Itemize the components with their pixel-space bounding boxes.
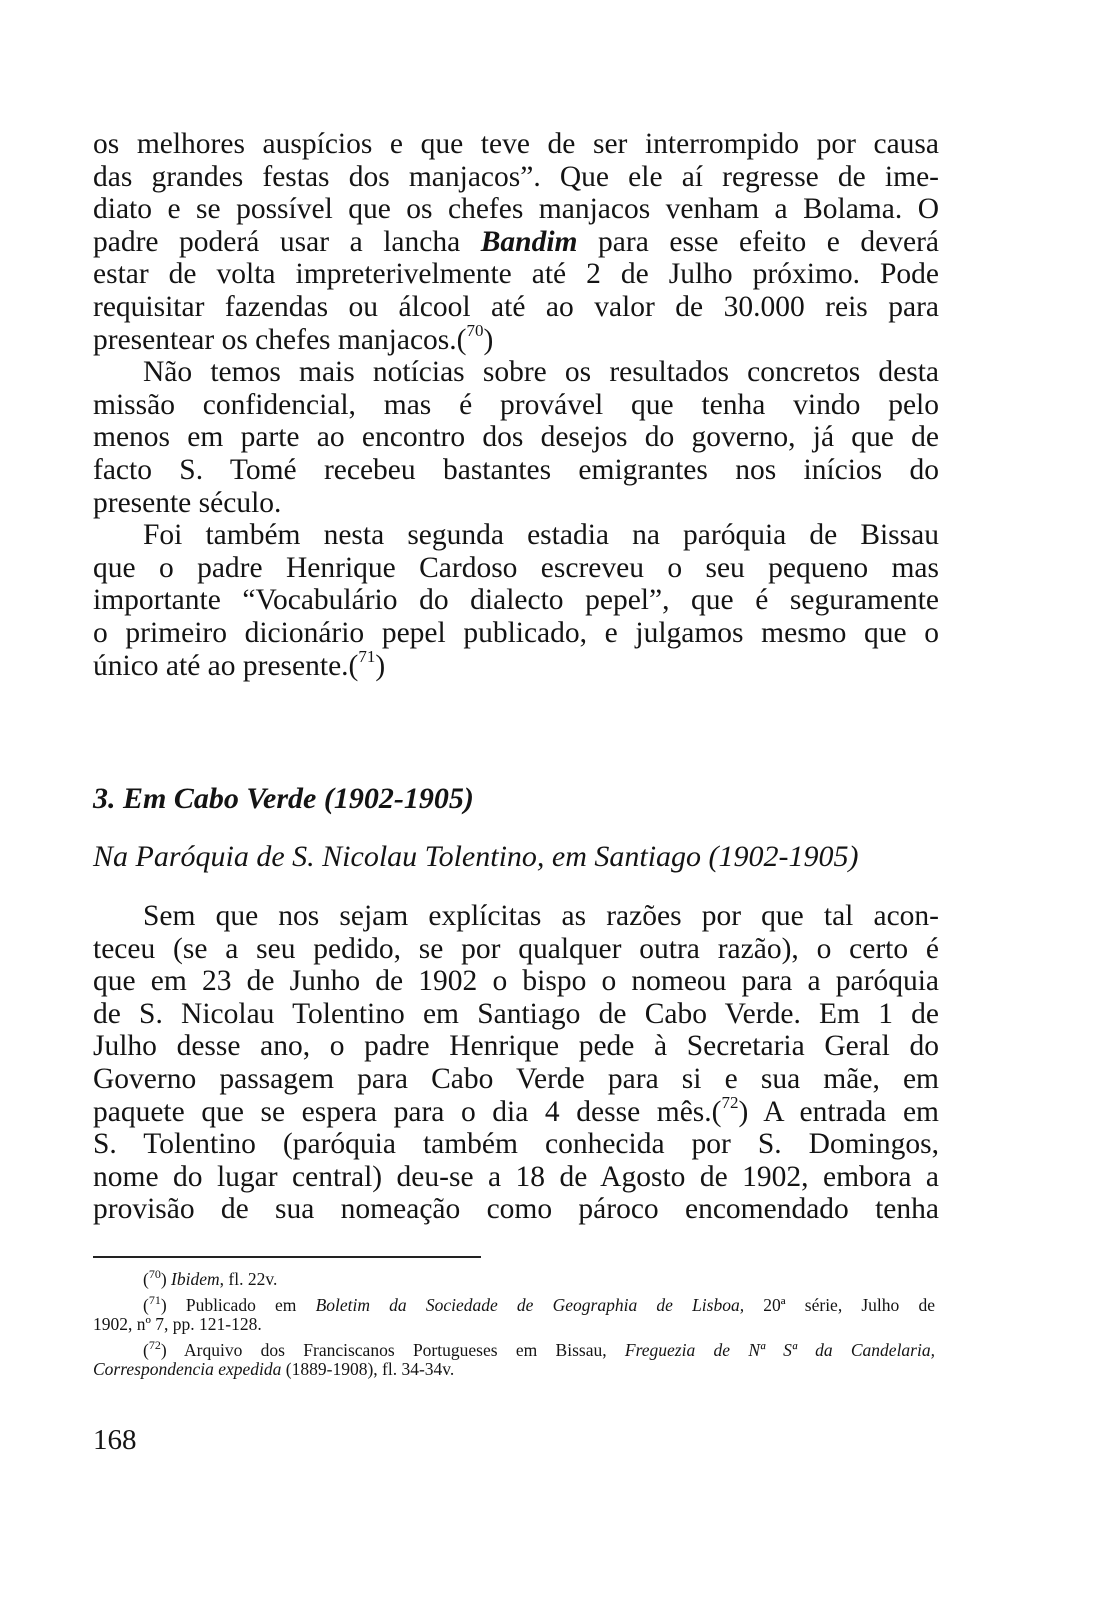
text-run: Foi também nesta segunda estadia na paróquia de Bissau: [143, 519, 939, 552]
text-run: único até ao presente.(: [93, 649, 359, 682]
text-run: ) Publicado em: [160, 1294, 316, 1315]
footnote-ref: 71: [148, 1292, 161, 1307]
text-line: [93, 1161, 939, 1194]
footnote: [93, 1292, 935, 1335]
section-heading: 3. Em Cabo Verde (1902-1905): [93, 782, 474, 815]
text-run: Bandim: [480, 225, 578, 258]
text-run: Correspondencia expedida: [93, 1359, 282, 1379]
text-line: [93, 128, 939, 161]
text-run: padre poderá usar a lancha: [93, 225, 481, 258]
text-run: 1902, nº 7, pp. 121-128.: [93, 1314, 262, 1334]
body-text-bottom: [93, 900, 939, 1226]
text-line: [93, 226, 939, 259]
text-line: [93, 291, 939, 324]
text-line: [93, 258, 939, 291]
footnotes: [93, 1267, 935, 1380]
text-run: presentear os chefes manjacos.(: [93, 323, 467, 356]
text-run: de S. Nicolau Tolentino em Santiago de Cabo Verde. Em 1 de: [93, 997, 939, 1030]
text-run: Julho desse ano, o padre Henrique pede à Secretaria Geral do: [93, 1030, 939, 1063]
text-run: importante “Vocabulário do dialecto pepel”, que é seguramente: [93, 584, 939, 617]
footnote-ref: 70: [466, 320, 484, 340]
text-run: Freguezia de Nª Sª da Candelaria,: [624, 1339, 935, 1360]
text-run: facto S. Tomé recebeu bastantes emigrantes nos inícios do: [93, 453, 939, 486]
footnote-ref: 72: [721, 1092, 739, 1112]
text-line: [93, 1292, 935, 1316]
paragraph: [93, 128, 939, 356]
footnote-ref: 70: [148, 1267, 161, 1281]
text-run: Boletim da Sociedade de Geographia de Lisboa,: [315, 1294, 745, 1315]
text-run: os melhores auspícios e que teve de ser interrompido por causa: [93, 128, 939, 160]
body-text-top: [93, 128, 939, 682]
text-line: [93, 161, 939, 194]
text-line: [93, 1315, 935, 1335]
text-run: ) Arquivo dos Franciscanos Portugueses em Bissau,: [160, 1339, 625, 1360]
text-line: [93, 965, 939, 998]
text-run: ): [483, 323, 494, 356]
footnote-ref: 71: [358, 646, 376, 666]
footnote-divider: [93, 1256, 481, 1258]
text-line: [93, 1267, 935, 1290]
text-run: presente século.: [93, 486, 282, 519]
footnote-ref: 72: [148, 1337, 161, 1352]
text-line: [93, 1193, 939, 1226]
text-run: Governo passagem para Cabo Verde para si e sua mãe, em: [93, 1062, 939, 1095]
text-run: que em 23 de Junho de 1902 o bispo o nomeou para a paróquia: [93, 965, 939, 998]
text-line: [93, 1128, 939, 1161]
text-run: menos em parte ao encontro dos desejos do governo, já que de: [93, 421, 939, 454]
text-run: (: [143, 1269, 149, 1289]
text-run: (: [143, 1294, 149, 1315]
text-line: [93, 900, 939, 933]
text-run: o primeiro dicionário pepel publicado, e julgamos mesmo que o: [93, 616, 939, 649]
text-run: teceu (se a seu pedido, se por qualquer outra razão), o certo é: [93, 932, 939, 965]
text-run: provisão de sua nomeação como pároco encomendado tenha: [93, 1193, 939, 1226]
text-run: paquete que se espera para o dia 4 desse mês.(: [93, 1095, 722, 1128]
text-run: ) A entrada em: [738, 1095, 939, 1128]
text-line: [93, 998, 939, 1031]
text-run: missão confidencial, mas é provável que tenha vindo pelo: [93, 388, 939, 421]
text-run: , fl. 22v.: [219, 1269, 278, 1289]
paragraph: [93, 900, 939, 1226]
text-run: das grandes festas dos manjacos”. Que ele aí regresse de ime-: [93, 160, 939, 193]
text-run: para esse efeito e deverá: [577, 225, 939, 258]
text-line: [93, 193, 939, 226]
text-line: [93, 584, 939, 617]
text-run: Ibidem: [171, 1269, 220, 1289]
text-line: [93, 552, 939, 585]
footnote: [93, 1267, 935, 1290]
text-line: [93, 454, 939, 487]
text-run: nome do lugar central) deu-se a 18 de Agosto de 1902, embora a: [93, 1160, 939, 1193]
text-line: [93, 646, 939, 683]
text-run: S. Tolentino (paróquia também conhecida por S. Domingos,: [93, 1128, 939, 1161]
page-number: 168: [93, 1424, 137, 1456]
text-line: [93, 1030, 939, 1063]
text-line: [93, 1360, 935, 1380]
text-line: [93, 356, 939, 389]
text-line: [93, 519, 939, 552]
text-line: [93, 421, 939, 454]
text-line: [93, 389, 939, 422]
text-line: [93, 1063, 939, 1096]
text-run: ): [375, 649, 386, 682]
text-run: ): [160, 1269, 172, 1289]
text-run: (1889-1908), fl. 34-34v.: [281, 1359, 455, 1379]
text-line: [93, 1337, 935, 1361]
text-run: Não temos mais notícias sobre os resultados concretos desta: [143, 356, 939, 389]
text-run: diato e se possível que os chefes manjacos venham a Bolama. O: [93, 193, 939, 226]
text-run: estar de volta impreterivelmente até 2 de Julho próximo. Pode: [93, 258, 939, 291]
text-run: Sem que nos sejam explícitas as razões por que tal acon-: [143, 900, 939, 932]
text-run: requisitar fazendas ou álcool até ao valor de 30.000 reis para: [93, 290, 939, 323]
footnote: [93, 1337, 935, 1380]
text-run: (: [143, 1339, 149, 1360]
text-line: [93, 320, 939, 357]
text-line: [93, 1092, 939, 1129]
section-subheading: Na Paróquia de S. Nicolau Tolentino, em Santiago (1902-1905): [93, 840, 859, 873]
paragraph: [93, 356, 939, 519]
text-run: que o padre Henrique Cardoso escreveu o seu pequeno mas: [93, 551, 939, 584]
paragraph: [93, 519, 939, 682]
text-line: [93, 617, 939, 650]
text-line: [93, 933, 939, 966]
text-line: [93, 487, 939, 520]
text-run: 20ª série, Julho de: [744, 1294, 935, 1315]
